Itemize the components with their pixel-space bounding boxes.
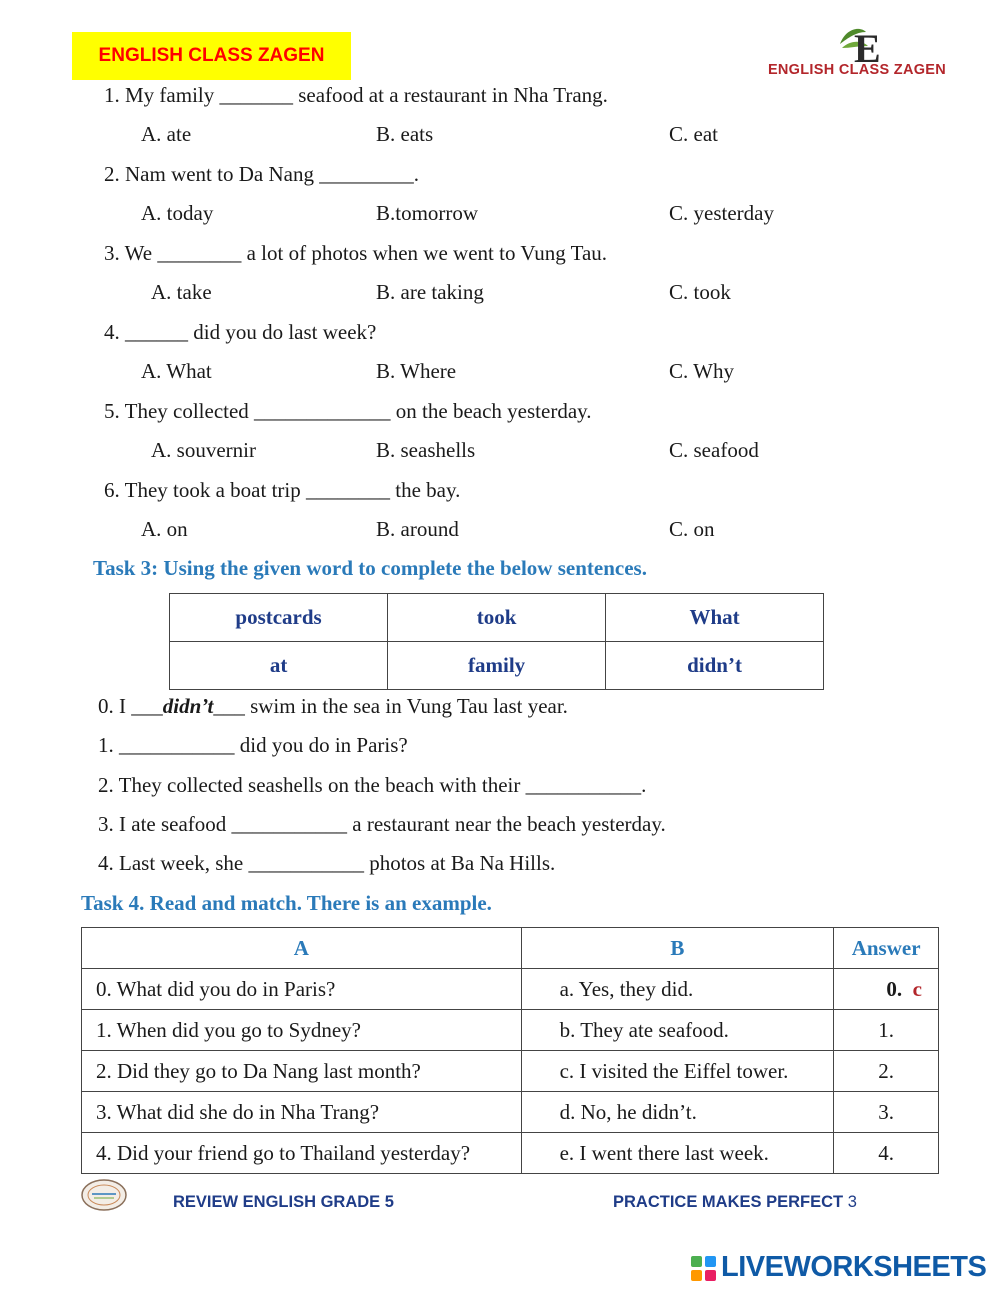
footer-motto-text: PRACTICE MAKES PERFECT — [613, 1193, 844, 1211]
answer-input[interactable]: 2. — [834, 1051, 939, 1092]
option-c[interactable]: C. took — [669, 280, 731, 304]
logo-leaf-icon — [832, 22, 884, 66]
school-stamp-icon — [80, 1178, 128, 1212]
liveworksheets-text: LIVEWORKSHEETS — [721, 1251, 987, 1283]
option-b[interactable]: B. eats — [376, 122, 434, 146]
answer-letter: c — [912, 976, 922, 1001]
svg-text:E: E — [854, 26, 881, 66]
logo-text: ENGLISH CLASS ZAGEN — [767, 62, 947, 78]
footer-course-title: REVIEW ENGLISH GRADE 5 — [173, 1193, 394, 1211]
word-bank-cell: took — [388, 594, 606, 642]
table-row — [82, 969, 939, 1010]
word-bank-cell: didn’t — [606, 642, 824, 690]
response-cell: d. No, he didn’t. — [521, 1092, 834, 1133]
option-a[interactable]: A. today — [141, 201, 214, 225]
answer-number: 0. — [886, 976, 903, 1001]
option-c[interactable]: C. eat — [669, 122, 718, 146]
table-row — [82, 1092, 939, 1133]
fill-sentence[interactable]: 3. I ate seafood ___________ a restaurant near the beach yesterday. — [98, 812, 666, 836]
response-cell: e. I went there last week. — [521, 1133, 834, 1174]
fill-sentence[interactable]: 2. They collected seashells on the beach with their ___________. — [98, 773, 647, 797]
option-b[interactable]: B. Where — [376, 359, 457, 383]
answer-cell — [834, 969, 939, 1010]
column-header-answer: Answer — [834, 928, 939, 969]
match-table — [81, 927, 939, 1174]
question-cell: 2. Did they go to Da Nang last month? — [82, 1051, 522, 1092]
option-a[interactable]: A. on — [141, 517, 188, 541]
word-bank-cell: postcards — [170, 594, 388, 642]
class-badge: ENGLISH CLASS ZAGEN — [72, 32, 351, 80]
fill-sentence[interactable]: 1. ___________ did you do in Paris? — [98, 733, 408, 757]
column-header-a: A — [82, 928, 522, 969]
option-a[interactable]: A. souvernir — [151, 438, 256, 462]
option-a[interactable]: A. What — [141, 359, 212, 383]
question-cell: 1. When did you go to Sydney? — [82, 1010, 522, 1051]
table-header-row — [82, 928, 939, 969]
liveworksheets-brand[interactable] — [691, 1251, 991, 1286]
option-a[interactable]: A. take — [151, 280, 212, 304]
question-cell: 3. What did she do in Nha Trang? — [82, 1092, 522, 1133]
question-4: 4. ______ did you do last week? — [104, 320, 377, 344]
table-row — [82, 1010, 939, 1051]
class-logo — [766, 22, 948, 84]
fill-sentence[interactable]: 4. Last week, she ___________ photos at Ba Na Hills. — [98, 851, 556, 875]
option-b[interactable]: B.tomorrow — [376, 201, 479, 225]
example-prefix: 0. I ___ — [98, 694, 163, 718]
table-row — [82, 1051, 939, 1092]
option-b[interactable]: B. seashells — [376, 438, 476, 462]
question-cell: 0. What did you do in Paris? — [82, 969, 522, 1010]
liveworksheets-logo-icon — [691, 1256, 717, 1282]
option-c[interactable]: C. seafood — [669, 438, 759, 462]
question-3: 3. We ________ a lot of photos when we went to Vung Tau. — [104, 241, 608, 265]
answer-input[interactable]: 4. — [834, 1133, 939, 1174]
word-bank-table — [169, 593, 824, 690]
response-cell: c. I visited the Eiffel tower. — [521, 1051, 834, 1092]
example-answer: didn’t — [162, 694, 214, 718]
page-number: 3 — [847, 1193, 857, 1211]
question-6: 6. They took a boat trip ________ the bay. — [104, 478, 461, 502]
option-c[interactable]: C. Why — [669, 359, 734, 383]
column-header-b: B — [521, 928, 834, 969]
question-2: 2. Nam went to Da Nang _________. — [104, 162, 419, 186]
task4-title: Task 4. Read and match. There is an example. — [81, 891, 492, 915]
example-suffix: ___ swim in the sea in Vung Tau last year. — [213, 694, 568, 718]
option-c[interactable]: C. yesterday — [669, 201, 774, 225]
question-5: 5. They collected _____________ on the beach yesterday. — [104, 399, 592, 423]
answer-input[interactable]: 1. — [834, 1010, 939, 1051]
question-1: 1. My family _______ seafood at a restaurant in Nha Trang. — [104, 83, 608, 107]
response-cell: b. They ate seafood. — [521, 1010, 834, 1051]
table-row — [82, 1133, 939, 1174]
question-cell: 4. Did your friend go to Thailand yesterday? — [82, 1133, 522, 1174]
example-sentence — [98, 694, 568, 719]
word-bank-cell: family — [388, 642, 606, 690]
option-a[interactable]: A. ate — [141, 122, 192, 146]
word-bank-cell: at — [170, 642, 388, 690]
response-cell: a. Yes, they did. — [521, 969, 834, 1010]
task3-title: Task 3: Using the given word to complete the below sentences. — [93, 556, 647, 580]
word-bank-cell: What — [606, 594, 824, 642]
option-b[interactable]: B. around — [376, 517, 459, 541]
option-b[interactable]: B. are taking — [376, 280, 484, 304]
answer-input[interactable]: 3. — [834, 1092, 939, 1133]
option-c[interactable]: C. on — [669, 517, 715, 541]
footer-motto — [613, 1193, 857, 1212]
